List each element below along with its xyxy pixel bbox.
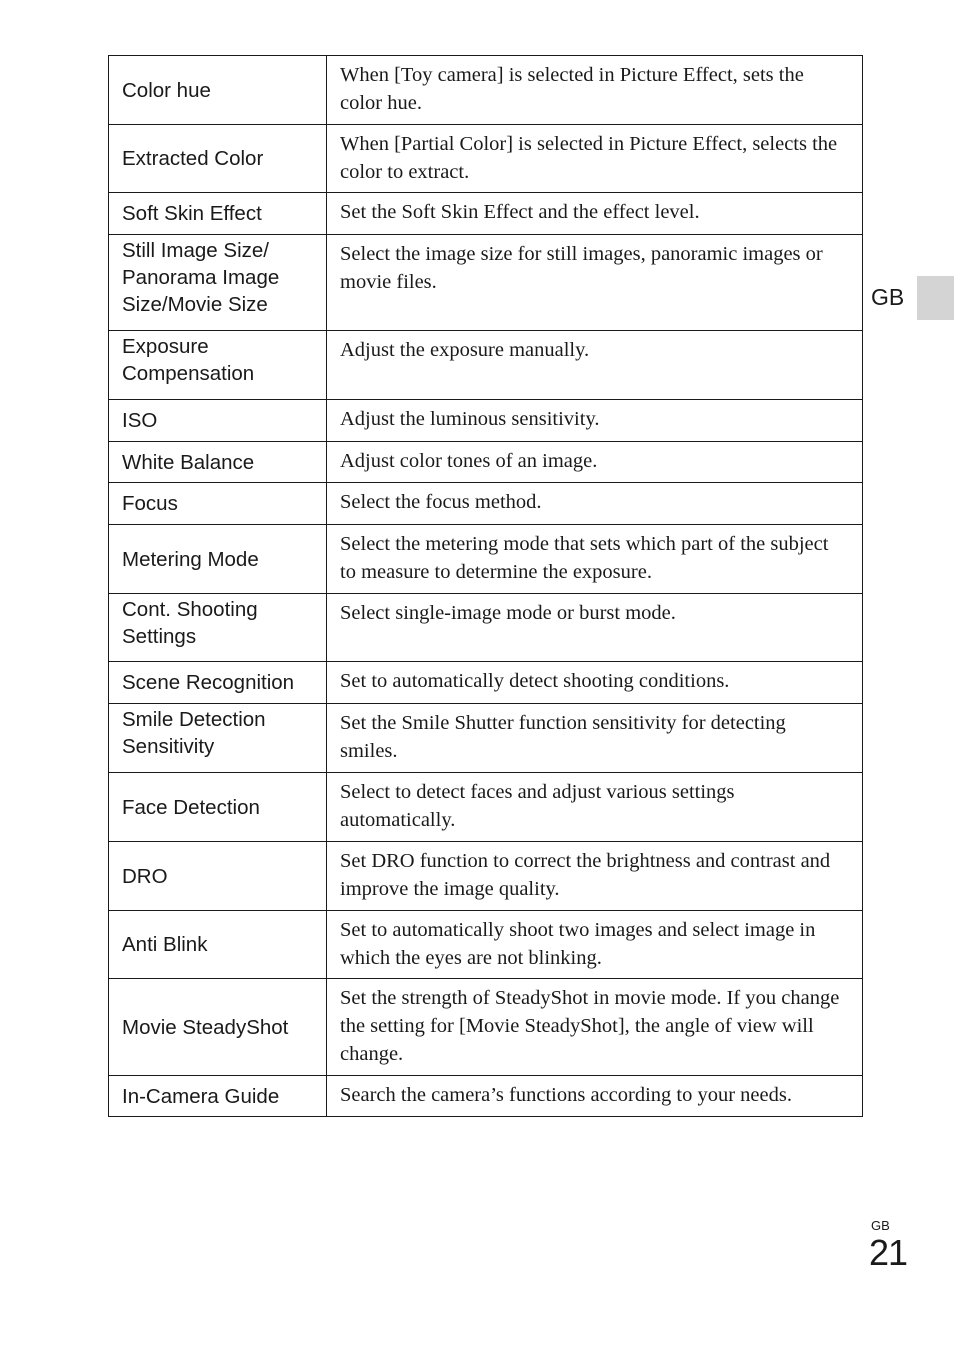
setting-name: Color hue [109, 56, 327, 125]
setting-name: Face Detection [109, 773, 327, 842]
setting-description: Set the Soft Skin Effect and the effect level. [327, 193, 863, 235]
table-row [109, 1076, 863, 1117]
setting-name: Extracted Color [109, 125, 327, 193]
setting-name: Smile Detection Sensitivity [109, 704, 327, 773]
setting-description: Select the focus method. [327, 483, 863, 525]
setting-description: Adjust the luminous sensitivity. [327, 400, 863, 442]
setting-name: In-Camera Guide [109, 1076, 327, 1117]
setting-description: When [Partial Color] is selected in Picture Effect, selects the color to extract. [327, 125, 863, 193]
setting-description: When [Toy camera] is selected in Picture Effect, sets the color hue. [327, 56, 863, 125]
table-row [109, 56, 863, 125]
setting-name: Scene Recognition [109, 662, 327, 704]
table-row [109, 483, 863, 525]
setting-description: Set the strength of SteadyShot in movie mode. If you change the setting for [Movie SteadyShot], the angle of view will change. [327, 979, 863, 1076]
table-row [109, 235, 863, 331]
table-row [109, 773, 863, 842]
setting-description: Set the Smile Shutter function sensitivity for detecting smiles. [327, 704, 863, 773]
setting-description: Set DRO function to correct the brightness and contrast and improve the image quality. [327, 842, 863, 911]
setting-name: White Balance [109, 442, 327, 483]
table-row [109, 842, 863, 911]
table-row [109, 704, 863, 773]
table-row [109, 525, 863, 594]
setting-description: Adjust the exposure manually. [327, 331, 863, 400]
setting-description: Select to detect faces and adjust various settings automatically. [327, 773, 863, 842]
setting-description: Select the image size for still images, panoramic images or movie files. [327, 235, 863, 331]
setting-name: Cont. Shooting Settings [109, 594, 327, 662]
table-row [109, 594, 863, 662]
table-row [109, 442, 863, 483]
settings-table [108, 55, 863, 1117]
setting-description: Set to automatically detect shooting conditions. [327, 662, 863, 704]
setting-name: Focus [109, 483, 327, 525]
setting-name: Anti Blink [109, 911, 327, 979]
table-row [109, 331, 863, 400]
side-tab-label: GB [871, 284, 905, 310]
setting-name: Soft Skin Effect [109, 193, 327, 235]
side-tab-marker [917, 276, 954, 320]
setting-description: Search the camera’s functions according to your needs. [327, 1076, 863, 1117]
page-region-code: GB [871, 1218, 890, 1233]
setting-name: Still Image Size/ Panorama Image Size/Movie Size [109, 235, 327, 331]
setting-name: ISO [109, 400, 327, 442]
table-row [109, 979, 863, 1076]
setting-name: Movie SteadyShot [109, 979, 327, 1076]
setting-name: Exposure Compensation [109, 331, 327, 400]
setting-name: Metering Mode [109, 525, 327, 594]
setting-description: Select single-image mode or burst mode. [327, 594, 863, 662]
table-row [109, 662, 863, 704]
table-row [109, 125, 863, 193]
setting-description: Adjust color tones of an image. [327, 442, 863, 483]
table-row [109, 911, 863, 979]
setting-description: Set to automatically shoot two images and select image in which the eyes are not blinking. [327, 911, 863, 979]
page-number: 21 [869, 1232, 908, 1273]
setting-description: Select the metering mode that sets which part of the subject to measure to determine the exposure. [327, 525, 863, 594]
table-row [109, 400, 863, 442]
setting-name: DRO [109, 842, 327, 911]
table-row [109, 193, 863, 235]
